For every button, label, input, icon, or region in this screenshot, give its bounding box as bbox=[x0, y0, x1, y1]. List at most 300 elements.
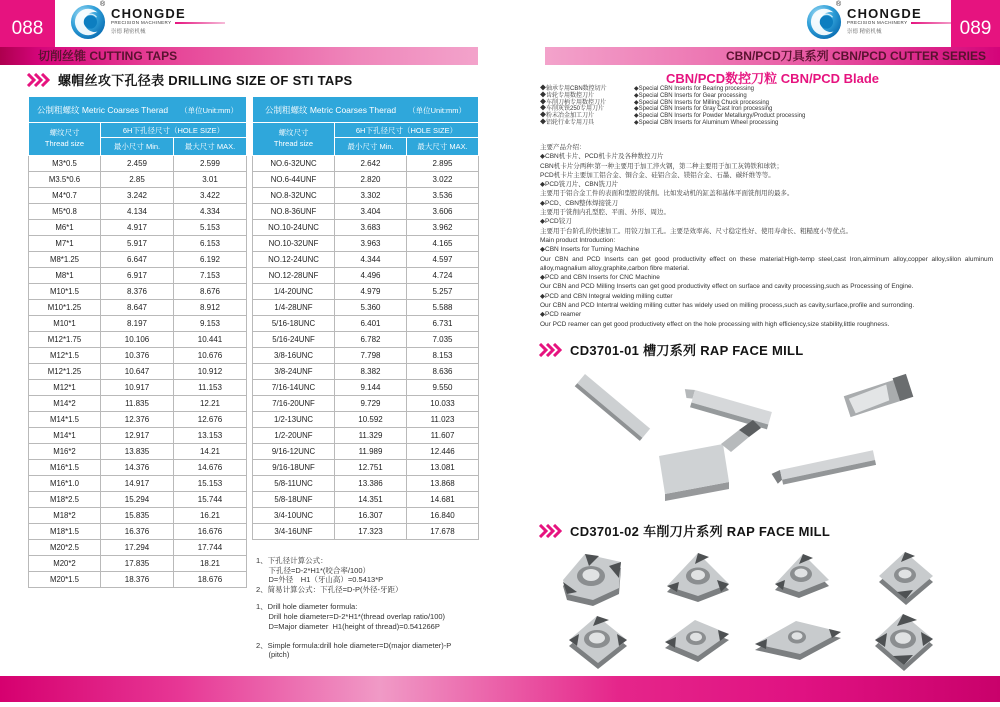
insert-square bbox=[879, 552, 933, 605]
text-line: 2、简易计算公式：下孔径=D-P(外径-牙距） bbox=[256, 584, 403, 594]
table-row bbox=[253, 380, 479, 396]
triple-chevron-icon bbox=[538, 524, 562, 538]
table-cell: 10.647 bbox=[101, 364, 174, 380]
table-row bbox=[253, 268, 479, 284]
blade-features-en bbox=[634, 86, 805, 127]
table-row bbox=[253, 220, 479, 236]
table-title-cell bbox=[253, 97, 479, 123]
table-cell: 5.360 bbox=[335, 300, 407, 316]
table-cell: 10.917 bbox=[101, 380, 174, 396]
text-line: ◆轴承专用CBN数控切片 bbox=[540, 86, 607, 92]
table-title: 公制粗螺纹 Metric Coarses Therad bbox=[36, 104, 169, 115]
insert-square bbox=[569, 616, 627, 669]
table-row bbox=[29, 380, 247, 396]
table-cell: 13.868 bbox=[407, 476, 479, 492]
heading-cd3701-01-text: CD3701-01 槽刀系列 RAP FACE MILL bbox=[570, 343, 804, 358]
brand-name-chinese: 崇德 精密机械 bbox=[847, 29, 882, 35]
formula-notes bbox=[256, 556, 481, 660]
page-number-right bbox=[951, 0, 1000, 47]
text-line: Drill hole diameter=D-2*H1*(thread overlap ratio/100) bbox=[256, 611, 446, 621]
registered-mark: ® bbox=[836, 1, 842, 8]
max-header: 最大尺寸 MAX. bbox=[407, 138, 479, 156]
text-line: Our CBN and PCD Inserts can get good productivity effect on these material:High-temp steel,cast Iron,alrminum alloy,copper alloy,slilon aluminum alloy,magnalium alloy,graphite,carbon fibre material. bbox=[540, 255, 993, 272]
table-cell: 5/8-18UNF bbox=[253, 492, 335, 508]
thread-size-header: 螺纹尺寸 Thread size bbox=[29, 123, 101, 156]
table-cell: M12*1.75 bbox=[29, 332, 101, 348]
text-line: ◆Special CBN Inserts for Milling Chuck processing bbox=[634, 99, 769, 106]
text-line: Main product Introduction: bbox=[540, 236, 616, 244]
table-row bbox=[253, 396, 479, 412]
table-cell: 6.917 bbox=[101, 268, 174, 284]
text-line: ◆Special CBN Inserts for Gray Cast Iron processing bbox=[634, 106, 773, 113]
table-row bbox=[29, 524, 247, 540]
table-cell: 10.676 bbox=[174, 348, 247, 364]
text-line: ◆车削刀柄专用数控刀片 bbox=[540, 99, 607, 106]
table-cell: 9/16-12UNC bbox=[253, 444, 335, 460]
groove-tools-image bbox=[545, 362, 1000, 514]
text-line: ◆车削灰铁250专用刀片 bbox=[540, 106, 605, 113]
table-cell: 16.307 bbox=[335, 508, 407, 524]
text-line: 主要用于台阶孔的快速加工。用铰刀加工孔。主要是效率高、尺寸稳定性好、使用寿命长、粗糙度小等优点。 bbox=[540, 227, 852, 235]
table-cell: 2.85 bbox=[101, 172, 174, 188]
table-cell: 17.323 bbox=[335, 524, 407, 540]
text-line: ◆PCD铰刀 bbox=[540, 218, 572, 226]
table-cell: 3.962 bbox=[407, 220, 479, 236]
brand-subtitle: PRECISION MACHINERY bbox=[847, 20, 908, 25]
table-cell: 11.989 bbox=[335, 444, 407, 460]
table-row bbox=[253, 524, 479, 540]
table-cell: 10.033 bbox=[407, 396, 479, 412]
table-cell: 12.751 bbox=[335, 460, 407, 476]
table-row bbox=[29, 540, 247, 556]
table-row bbox=[253, 460, 479, 476]
table-cell: NO.8-36UNF bbox=[253, 204, 335, 220]
tool-block bbox=[843, 374, 913, 417]
metric-thread-table bbox=[28, 96, 247, 588]
brand-name: CHONGDE bbox=[847, 6, 922, 21]
table-cell: M10*1.5 bbox=[29, 284, 101, 300]
table-cell: 10.592 bbox=[335, 412, 407, 428]
table-row bbox=[253, 316, 479, 332]
table-cell: 18.376 bbox=[101, 572, 174, 588]
table-cell: 3.242 bbox=[101, 188, 174, 204]
table-cell: 6.782 bbox=[335, 332, 407, 348]
table-cell: 4.917 bbox=[101, 220, 174, 236]
table-cell: 2.599 bbox=[174, 156, 247, 172]
table-cell: 11.329 bbox=[335, 428, 407, 444]
table-row bbox=[29, 204, 247, 220]
text-line: ◆CBN Inserts for Turning Machine bbox=[540, 246, 640, 254]
table-row bbox=[29, 300, 247, 316]
table-row bbox=[29, 284, 247, 300]
table-cell: 3.422 bbox=[174, 188, 247, 204]
text-line: CBN机卡片分两种:第一种主要用于加工淬火钢，第二种主要用于加工灰铸铁和球铁； bbox=[540, 162, 784, 170]
table-cell: 11.023 bbox=[407, 412, 479, 428]
table-row bbox=[253, 492, 479, 508]
text-line: D=外径 H1（牙山高）=0.5413*P bbox=[256, 575, 384, 585]
table-row bbox=[29, 508, 247, 524]
text-line: ◆Special CBN Inserts for Powder Metallurgy/Product processing bbox=[634, 113, 806, 120]
heading-drilling-size bbox=[26, 70, 353, 89]
brand-subtitle: PRECISION MACHINERY bbox=[111, 20, 172, 25]
text-line: Our CBN and PCD Milling Inserts can get good productivity effect on surface and cavity processing,such as Processing of Engine. bbox=[540, 283, 914, 291]
table-cell: 8.382 bbox=[335, 364, 407, 380]
table-cell: NO.12-24UNC bbox=[253, 252, 335, 268]
table-row bbox=[253, 284, 479, 300]
table-cell: 9.729 bbox=[335, 396, 407, 412]
table-cell: 4.597 bbox=[407, 252, 479, 268]
table-cell: 5.153 bbox=[174, 220, 247, 236]
formula-notes-cn bbox=[256, 556, 481, 594]
table-cell: 13.081 bbox=[407, 460, 479, 476]
table-cell: 9.550 bbox=[407, 380, 479, 396]
table-cell: 2.459 bbox=[101, 156, 174, 172]
table-row bbox=[29, 348, 247, 364]
table-cell: 17.678 bbox=[407, 524, 479, 540]
table-cell: 3/4-10UNC bbox=[253, 508, 335, 524]
table-row bbox=[29, 572, 247, 588]
table-header-row bbox=[29, 123, 247, 138]
table-header-row bbox=[253, 123, 479, 138]
footer-bar bbox=[0, 676, 1000, 702]
table-row bbox=[29, 188, 247, 204]
table-cell: 2.820 bbox=[335, 172, 407, 188]
text-line: Our CBN and PCD Intertral welding milling cutter has widely used on milling process,such as cavity,surface,profile and surronding. bbox=[540, 302, 915, 310]
table-cell: 16.676 bbox=[174, 524, 247, 540]
table-cell: 15.835 bbox=[101, 508, 174, 524]
table-cell: 10.376 bbox=[101, 348, 174, 364]
text-line: ◆Special CBN Inserts for Bearing processing bbox=[634, 86, 754, 92]
table-cell: 6.731 bbox=[407, 316, 479, 332]
table-cell: 3/8-24UNF bbox=[253, 364, 335, 380]
table-cell: 17.744 bbox=[174, 540, 247, 556]
table-cell: 8.912 bbox=[174, 300, 247, 316]
table-cell: 11.835 bbox=[101, 396, 174, 412]
table-row bbox=[29, 444, 247, 460]
table-cell: 16.376 bbox=[101, 524, 174, 540]
table-row bbox=[253, 300, 479, 316]
table-cell: M14*2 bbox=[29, 396, 101, 412]
table-row bbox=[253, 364, 479, 380]
text-line: ◆粉末冶金加工刀片 bbox=[540, 113, 595, 120]
table-cell: M12*1.25 bbox=[29, 364, 101, 380]
tool-blade bbox=[575, 374, 650, 441]
table-cell: 3.963 bbox=[335, 236, 407, 252]
table-cell: M4*0.7 bbox=[29, 188, 101, 204]
table-unit: （单位Unit:mm） bbox=[408, 105, 467, 115]
table-cell: M3.5*0.6 bbox=[29, 172, 101, 188]
table-header-row bbox=[29, 97, 247, 123]
table-cell: 14.376 bbox=[101, 460, 174, 476]
table-row bbox=[253, 188, 479, 204]
table-cell: 14.681 bbox=[407, 492, 479, 508]
unified-thread-table bbox=[252, 96, 479, 540]
table-cell: M14*1 bbox=[29, 428, 101, 444]
table-cell: 2.642 bbox=[335, 156, 407, 172]
table-cell: 4.134 bbox=[101, 204, 174, 220]
insert-trigon bbox=[563, 554, 621, 606]
text-line: 2、Simple formula:drill hole diameter=D(major diameter)-P bbox=[256, 640, 452, 650]
table-cell: 15.744 bbox=[174, 492, 247, 508]
text-line: ◆Special CBN Inserts for Gear processing bbox=[634, 92, 747, 99]
table-cell: M14*1.5 bbox=[29, 412, 101, 428]
table-row bbox=[29, 236, 247, 252]
table-cell: 17.835 bbox=[101, 556, 174, 572]
table-row bbox=[29, 156, 247, 172]
table-cell: 6.401 bbox=[335, 316, 407, 332]
table-cell: 1/2-13UNC bbox=[253, 412, 335, 428]
table-cell: M3*0.5 bbox=[29, 156, 101, 172]
table-cell: 8.197 bbox=[101, 316, 174, 332]
table-row bbox=[253, 236, 479, 252]
text-line: 主要产品介绍： bbox=[540, 144, 586, 151]
table-cell: 14.676 bbox=[174, 460, 247, 476]
table-row bbox=[253, 428, 479, 444]
table-cell: 1/4-28UNF bbox=[253, 300, 335, 316]
table-cell: NO.10-32UNF bbox=[253, 236, 335, 252]
table-cell: 7/16-14UNC bbox=[253, 380, 335, 396]
table-cell: 16.840 bbox=[407, 508, 479, 524]
table-cell: 5/8-11UNC bbox=[253, 476, 335, 492]
brand-logo-left bbox=[70, 1, 225, 40]
table-row bbox=[253, 508, 479, 524]
table-cell: 8.153 bbox=[407, 348, 479, 364]
insert-triangle bbox=[667, 553, 729, 602]
table-cell: M16*1.0 bbox=[29, 476, 101, 492]
table-cell: M7*1 bbox=[29, 236, 101, 252]
table-cell: 5.588 bbox=[407, 300, 479, 316]
registered-mark: ® bbox=[100, 1, 106, 8]
table-cell: 18.21 bbox=[174, 556, 247, 572]
table-cell: 12.21 bbox=[174, 396, 247, 412]
table-cell: M18*2 bbox=[29, 508, 101, 524]
table-cell: 4.344 bbox=[335, 252, 407, 268]
table-row bbox=[29, 364, 247, 380]
text-line: 主要用于铝合金工件的表面和型腔的铣削。比如发动机的缸盖和基体平面铣削用的最多。 bbox=[540, 190, 794, 198]
table-cell: M12*1 bbox=[29, 380, 101, 396]
turning-inserts-image bbox=[545, 542, 1000, 677]
tool-bar bbox=[680, 387, 771, 429]
table-row bbox=[29, 428, 247, 444]
table-cell: 14.21 bbox=[174, 444, 247, 460]
table-cell: 3/4-16UNF bbox=[253, 524, 335, 540]
table-cell: M5*0.8 bbox=[29, 204, 101, 220]
table-row bbox=[253, 348, 479, 364]
table-cell: 3.536 bbox=[407, 188, 479, 204]
table-row bbox=[253, 444, 479, 460]
heading-cd3701-02 bbox=[538, 521, 830, 540]
text-line: ◆CBN机卡片、PCD机卡片及各种数控刀片 bbox=[540, 153, 664, 161]
table-row bbox=[253, 476, 479, 492]
table-cell: NO.10-24UNC bbox=[253, 220, 335, 236]
table-cell: 5/16-24UNF bbox=[253, 332, 335, 348]
text-line: Our PCD reamer can get good productivety effect on the hole processing with high efficiency,size stability,little roughness. bbox=[540, 320, 890, 328]
heading-drilling-size-text: 螺帽丝攻下孔径表 DRILLING SIZE OF STI TAPS bbox=[58, 73, 353, 88]
table-cell: NO.6-44UNF bbox=[253, 172, 335, 188]
table-row bbox=[253, 156, 479, 172]
triple-chevron-icon bbox=[538, 343, 562, 357]
min-header: 最小尺寸 Min. bbox=[101, 138, 174, 156]
table-cell: 8.647 bbox=[101, 300, 174, 316]
globe-icon bbox=[806, 4, 842, 40]
hole-size-header: 6H下孔径尺寸（HOLE SIZE） bbox=[101, 123, 247, 138]
table-row bbox=[253, 172, 479, 188]
insert-square bbox=[875, 614, 933, 671]
table-row bbox=[29, 396, 247, 412]
blade-section-title: CBN/PCD数控刀粒 CBN/PCD Blade bbox=[665, 71, 880, 86]
table-cell: 3.01 bbox=[174, 172, 247, 188]
table-cell: 15.153 bbox=[174, 476, 247, 492]
table-cell: 6.192 bbox=[174, 252, 247, 268]
table-cell: 4.979 bbox=[335, 284, 407, 300]
table-cell: 9.153 bbox=[174, 316, 247, 332]
table-cell: M16*1.5 bbox=[29, 460, 101, 476]
table-cell: 3.683 bbox=[335, 220, 407, 236]
table-cell: 1/4-20UNC bbox=[253, 284, 335, 300]
table-cell: M6*1 bbox=[29, 220, 101, 236]
table-cell: M10*1 bbox=[29, 316, 101, 332]
brand-name-chinese: 崇德 精密机械 bbox=[111, 29, 146, 35]
table-cell: 3.606 bbox=[407, 204, 479, 220]
brand-logo-text bbox=[111, 4, 225, 40]
logo-dash-line bbox=[175, 22, 225, 24]
table-cell: 12.376 bbox=[101, 412, 174, 428]
table-row bbox=[29, 332, 247, 348]
table-cell: 3.022 bbox=[407, 172, 479, 188]
table-cell: 4.165 bbox=[407, 236, 479, 252]
thread-size-header: 螺纹尺寸 Thread size bbox=[253, 123, 335, 156]
table-cell: M20*2.5 bbox=[29, 540, 101, 556]
table-cell: 3.302 bbox=[335, 188, 407, 204]
table-cell: 9/16-18UNF bbox=[253, 460, 335, 476]
table-title-cell bbox=[29, 97, 247, 123]
table-cell: M18*2.5 bbox=[29, 492, 101, 508]
min-header: 最小尺寸 Min. bbox=[335, 138, 407, 156]
table-cell: 4.334 bbox=[174, 204, 247, 220]
heading-cd3701-02-text: CD3701-02 车削刀片系列 RAP FACE MILL bbox=[570, 524, 831, 539]
text-line: 1、下孔径计算公式： bbox=[256, 556, 328, 565]
product-introduction bbox=[540, 143, 993, 329]
table-cell: 5.257 bbox=[407, 284, 479, 300]
table-cell: NO.8-32UNC bbox=[253, 188, 335, 204]
table-cell: M18*1.5 bbox=[29, 524, 101, 540]
table-cell: 2.895 bbox=[407, 156, 479, 172]
table-cell: 7.798 bbox=[335, 348, 407, 364]
table-cell: 15.294 bbox=[101, 492, 174, 508]
table-cell: 13.386 bbox=[335, 476, 407, 492]
text-line: ◆PCD、CBN整体焊接铣刀 bbox=[540, 199, 618, 207]
page-number-right-text: 089 bbox=[959, 17, 992, 39]
table-row bbox=[253, 412, 479, 428]
section-bar-right bbox=[545, 47, 1000, 65]
table-cell: 8.676 bbox=[174, 284, 247, 300]
text-line: ◆Special CBN Inserts for Aluminum Wheel processing bbox=[634, 119, 779, 126]
table-cell: M8*1.25 bbox=[29, 252, 101, 268]
table-cell: 6.647 bbox=[101, 252, 174, 268]
insert-diamond bbox=[665, 620, 729, 662]
table-row bbox=[29, 556, 247, 572]
table-row bbox=[29, 492, 247, 508]
text-line: ◆PCD and CBN Inserts for CNC Machine bbox=[540, 274, 660, 282]
table-cell: 3.404 bbox=[335, 204, 407, 220]
text-line: ◆铝轮行业专用刀具 bbox=[540, 119, 595, 126]
table-cell: 10.912 bbox=[174, 364, 247, 380]
table-row bbox=[29, 268, 247, 284]
formula-notes-en bbox=[256, 602, 481, 660]
table-cell: 13.835 bbox=[101, 444, 174, 460]
table-cell: 5.917 bbox=[101, 236, 174, 252]
max-header: 最大尺寸 MAX. bbox=[174, 138, 247, 156]
table-cell: NO.6-32UNC bbox=[253, 156, 335, 172]
text-line: ◆齿轮专用数控刀片 bbox=[540, 92, 595, 99]
table-cell: 11.607 bbox=[407, 428, 479, 444]
section-bar-right-title: CBN/PCD刀具系列 CBN/PCD CUTTER SERIES bbox=[725, 49, 986, 63]
text-line: ◆PCD and CBN Integral welding milling cutter bbox=[540, 292, 673, 300]
table-title: 公制粗螺纹 Metric Coarses Therad bbox=[264, 104, 397, 115]
table-cell: 7.035 bbox=[407, 332, 479, 348]
text-line: ◆PCD铣刀片、CBN铣刀片 bbox=[540, 181, 618, 189]
table-unit: （单位Unit:mm） bbox=[180, 105, 239, 115]
table-cell: 13.153 bbox=[174, 428, 247, 444]
text-line: PCD机卡片主要加工铝合金、铜合金、硅铝合金、镁铝合金、石墨、碳纤维等等。 bbox=[540, 171, 775, 179]
table-cell: NO.12-28UNF bbox=[253, 268, 335, 284]
table-cell: 5/16-18UNC bbox=[253, 316, 335, 332]
table-cell: 14.917 bbox=[101, 476, 174, 492]
table-cell: 8.376 bbox=[101, 284, 174, 300]
table-row bbox=[253, 252, 479, 268]
table-cell: 8.636 bbox=[407, 364, 479, 380]
table-row bbox=[29, 460, 247, 476]
table-cell: 1/2-20UNF bbox=[253, 428, 335, 444]
hole-size-header: 6H下孔径尺寸（HOLE SIZE） bbox=[335, 123, 479, 138]
brand-logo-text bbox=[847, 4, 961, 40]
table-row bbox=[29, 252, 247, 268]
page-number-left bbox=[0, 0, 55, 47]
table-row bbox=[29, 476, 247, 492]
text-line: (pitch) bbox=[256, 650, 290, 660]
blade-features-cn bbox=[540, 86, 607, 127]
text-line: ◆PCD reamer bbox=[540, 311, 582, 319]
table-row bbox=[253, 332, 479, 348]
insert-triangle bbox=[775, 554, 829, 598]
table-header-row bbox=[253, 97, 479, 123]
table-cell: 12.446 bbox=[407, 444, 479, 460]
triple-chevron-icon bbox=[26, 73, 50, 87]
page-number-left-text: 088 bbox=[11, 17, 44, 39]
table-cell: 4.724 bbox=[407, 268, 479, 284]
brand-logo-right bbox=[806, 1, 961, 40]
table-cell: M20*1.5 bbox=[29, 572, 101, 588]
table-cell: 12.676 bbox=[174, 412, 247, 428]
table-row bbox=[29, 412, 247, 428]
brand-name: CHONGDE bbox=[111, 6, 186, 21]
table-cell: M8*1 bbox=[29, 268, 101, 284]
table-cell: M16*2 bbox=[29, 444, 101, 460]
insert-long-diamond bbox=[755, 621, 841, 660]
table-cell: 7/16-20UNF bbox=[253, 396, 335, 412]
table-cell: 4.496 bbox=[335, 268, 407, 284]
table-cell: 10.441 bbox=[174, 332, 247, 348]
table-cell: 6.153 bbox=[174, 236, 247, 252]
text-line: 下孔径=D-2*H1*(咬合率/100） bbox=[256, 565, 370, 575]
table-row bbox=[29, 220, 247, 236]
tool-cleaver bbox=[659, 420, 761, 501]
section-bar-left bbox=[0, 47, 478, 65]
heading-cd3701-01 bbox=[538, 340, 804, 359]
table-row bbox=[253, 204, 479, 220]
table-cell: M12*1.5 bbox=[29, 348, 101, 364]
table-cell: 16.21 bbox=[174, 508, 247, 524]
